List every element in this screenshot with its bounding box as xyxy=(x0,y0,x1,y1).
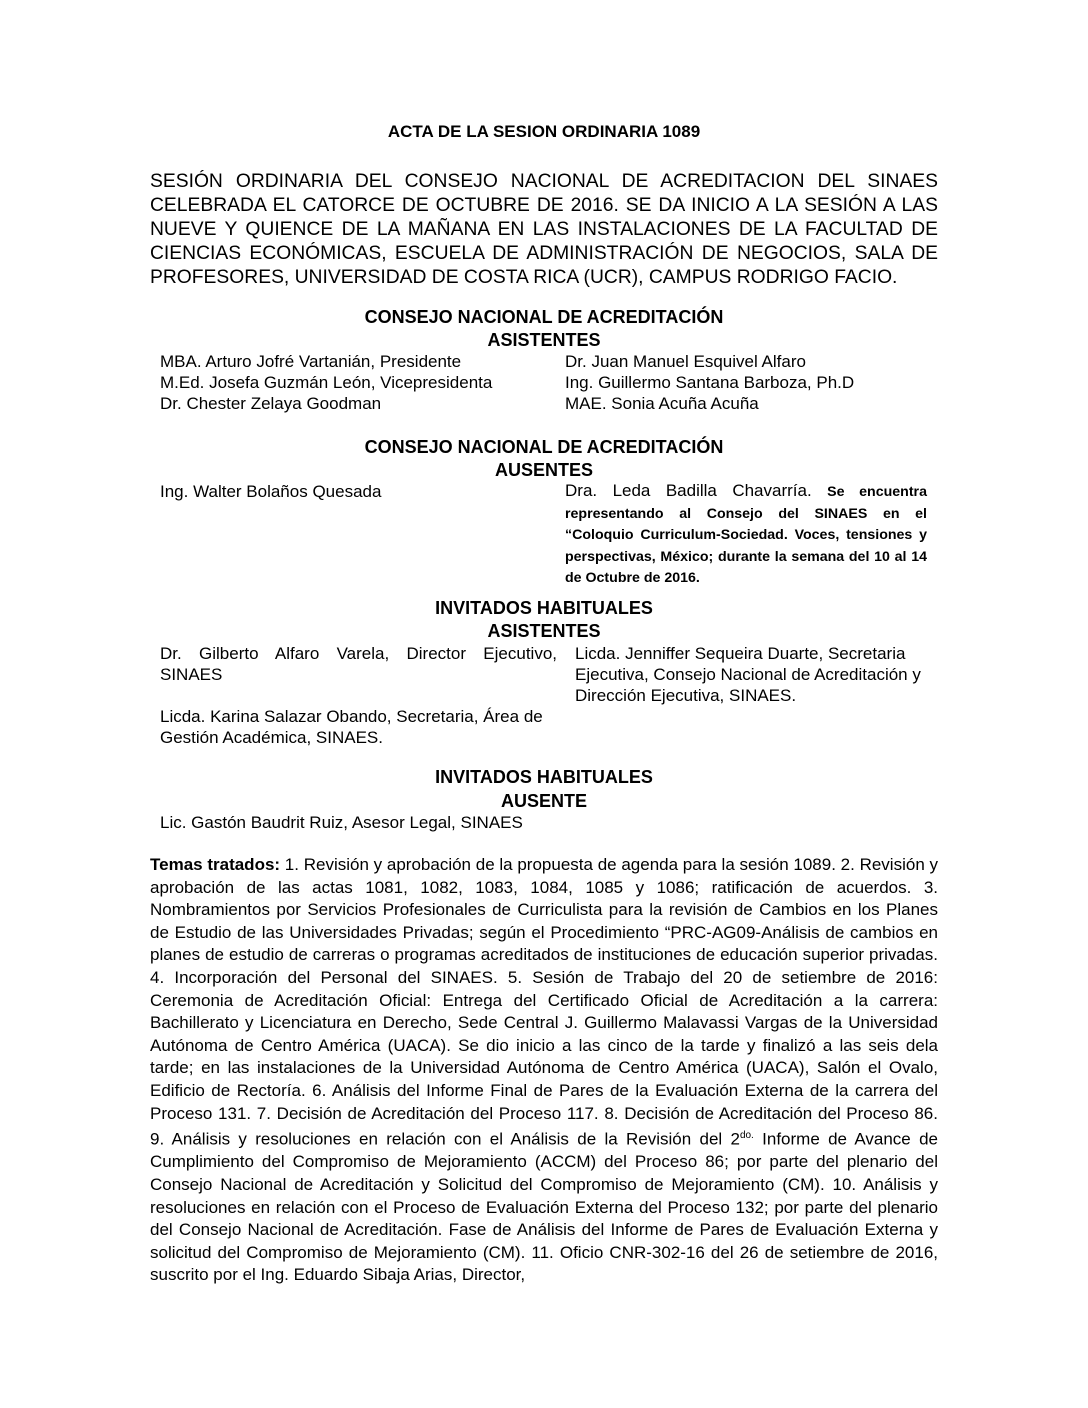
invitados-ausente-heading: INVITADOS HABITUALES xyxy=(435,767,653,787)
invitados-asistentes-heading: INVITADOS HABITUALES xyxy=(435,598,653,618)
member-name: Ing. Guillermo Santana Barboza, Ph.D xyxy=(565,373,855,392)
absence-note: Se encuentra representando al Consejo del SINAES en el “Coloquio Curriculum-Sociedad. Voces, tensiones y perspectivas, México; durante la semana del 10 al 14 de Octubre de 2016. xyxy=(565,484,927,586)
guest-entry: Dr. Gilberto Alfaro Varela, Director Ejecutivo, SINAES xyxy=(160,644,557,684)
member-name: Dra. Leda Badilla Chavarría. xyxy=(565,481,812,500)
consejo-asistentes-left-list xyxy=(160,351,560,414)
topics-text: 1. Revisión y aprobación de la propuesta de agenda para la sesión 1089. 2. Revisión y aprobación de las actas 1081, 1082, 1083, 1084, 1085 y 1086; ratificación de acuerdos. 3. Nombramientos por Servicios Profesionales de Curriculista para la revisión de Cambios en los Planes de Estudio de las Universidades Privadas; según el Procedimiento “PRC-AG09-Análisis de cambios en planes de estudio de carreras o programas acreditados de instituciones de educación superior privadas. 4. Incorporación del Personal del SINAES. 5. Sesión de Trabajo del 20 de setiembre de 2016: Ceremonia de Acreditación Oficial: Entrega del Certificado Oficial de Acreditación a la carrera: Bachillerato y Licenciatura en Derecho, Sede Central J. Guillermo Malavassi Vargas de la Universidad Autónoma de Centro América (UACA). Se dio inicio a las cinco de la tarde y finalizó a las seis dela tarde; en las instalaciones de la Universidad Autónoma de Centro América (UACA), Salón el Ovalo, Edificio de Rectoría. 6. Análisis del Informe Final de Pares de la Evaluación Externa de la carrera del Proceso 131. 7. Decisión de Acreditación del Proceso 117. 8. Decisión de Acreditación del Proceso 86. 9. Análisis y resoluciones en relación con el Análisis de la Revisión del 2 xyxy=(150,855,939,1149)
member-name: M.Ed. Josefa Guzmán León, Vicepresidenta xyxy=(160,373,493,392)
invitados-ausente-subheading: AUSENTE xyxy=(500,791,587,811)
guest-entry: Licda. Karina Salazar Obando, Secretaria, Área de Gestión Académica, SINAES. xyxy=(160,707,543,747)
guest-entry: Lic. Gastón Baudrit Ruiz, Asesor Legal, SINAES xyxy=(160,813,523,832)
invitados-asistentes-subheading: ASISTENTES xyxy=(487,621,601,641)
member-name: Ing. Walter Bolaños Quesada xyxy=(160,482,382,501)
member-name: MAE. Sonia Acuña Acuña xyxy=(565,394,759,413)
consejo-ausentes-subheading: AUSENTES xyxy=(494,460,593,480)
topics-paragraph xyxy=(150,854,938,1287)
member-name: Dr. Chester Zelaya Goodman xyxy=(160,394,382,413)
consejo-ausentes-right xyxy=(565,481,927,589)
topics-text-continued: Informe de Avance de Cumplimiento del Compromiso de Mejoramiento (ACCM) del Proceso 86; por parte del plenario del Consejo Nacional de Acreditación y Solicitud del Compromiso de Mejoramiento (CM). 10. Análisis y resoluciones en relación con el Proceso de Evaluación Externa del Proceso 132; por parte del plenario del Consejo Nacional de Acreditación. Fase de Análisis del Informe de Pares de Evaluación Externa y solicitud del Compromiso de Mejoramiento (CM). 11. Oficio CNR-302-16 del 26 de setiembre de 2016, suscrito por el Ing. Eduardo Sibaja Arias, Director, xyxy=(150,1129,938,1285)
session-intro: SESIÓN ORDINARIA DEL CONSEJO NACIONAL DE ACREDITACION DEL SINAES CELEBRADA EL CATORCE DE OCTUBRE DE 2016. SE DA INICIO A LA SESIÓN A LAS NUEVE Y QUIENCE DE LA MAÑANA EN LAS INSTALACIONES DE LA FACULTAD DE CIENCIAS ECONÓMICAS, ESCUELA DE ADMINISTRACIÓN DE NEGOCIOS, SALA DE PROFESORES, UNIVERSIDAD DE COSTA RICA (UCR), CAMPUS RODRIGO FACIO. xyxy=(150,171,938,288)
document-title: ACTA DE LA SESION ORDINARIA 1089 xyxy=(387,122,701,141)
member-name: Dr. Juan Manuel Esquivel Alfaro xyxy=(565,352,806,371)
consejo-asistentes-heading: CONSEJO NACIONAL DE ACREDITACIÓN xyxy=(364,307,724,327)
guest-entry: Licda. Jenniffer Sequeira Duarte, Secretaria Ejecutiva, Consejo Nacional de Acreditación y Dirección Ejecutiva, SINAES. xyxy=(575,644,921,705)
consejo-asistentes-right-list xyxy=(565,351,927,414)
consejo-ausentes-heading: CONSEJO NACIONAL DE ACREDITACIÓN xyxy=(364,437,724,457)
consejo-asistentes-subheading: ASISTENTES xyxy=(487,330,601,350)
member-name: MBA. Arturo Jofré Vartanián, Presidente xyxy=(160,352,462,371)
ordinal-suffix: do. xyxy=(739,1130,754,1142)
topics-label: Temas tratados: xyxy=(150,855,281,874)
consejo-ausentes-left xyxy=(160,481,560,502)
